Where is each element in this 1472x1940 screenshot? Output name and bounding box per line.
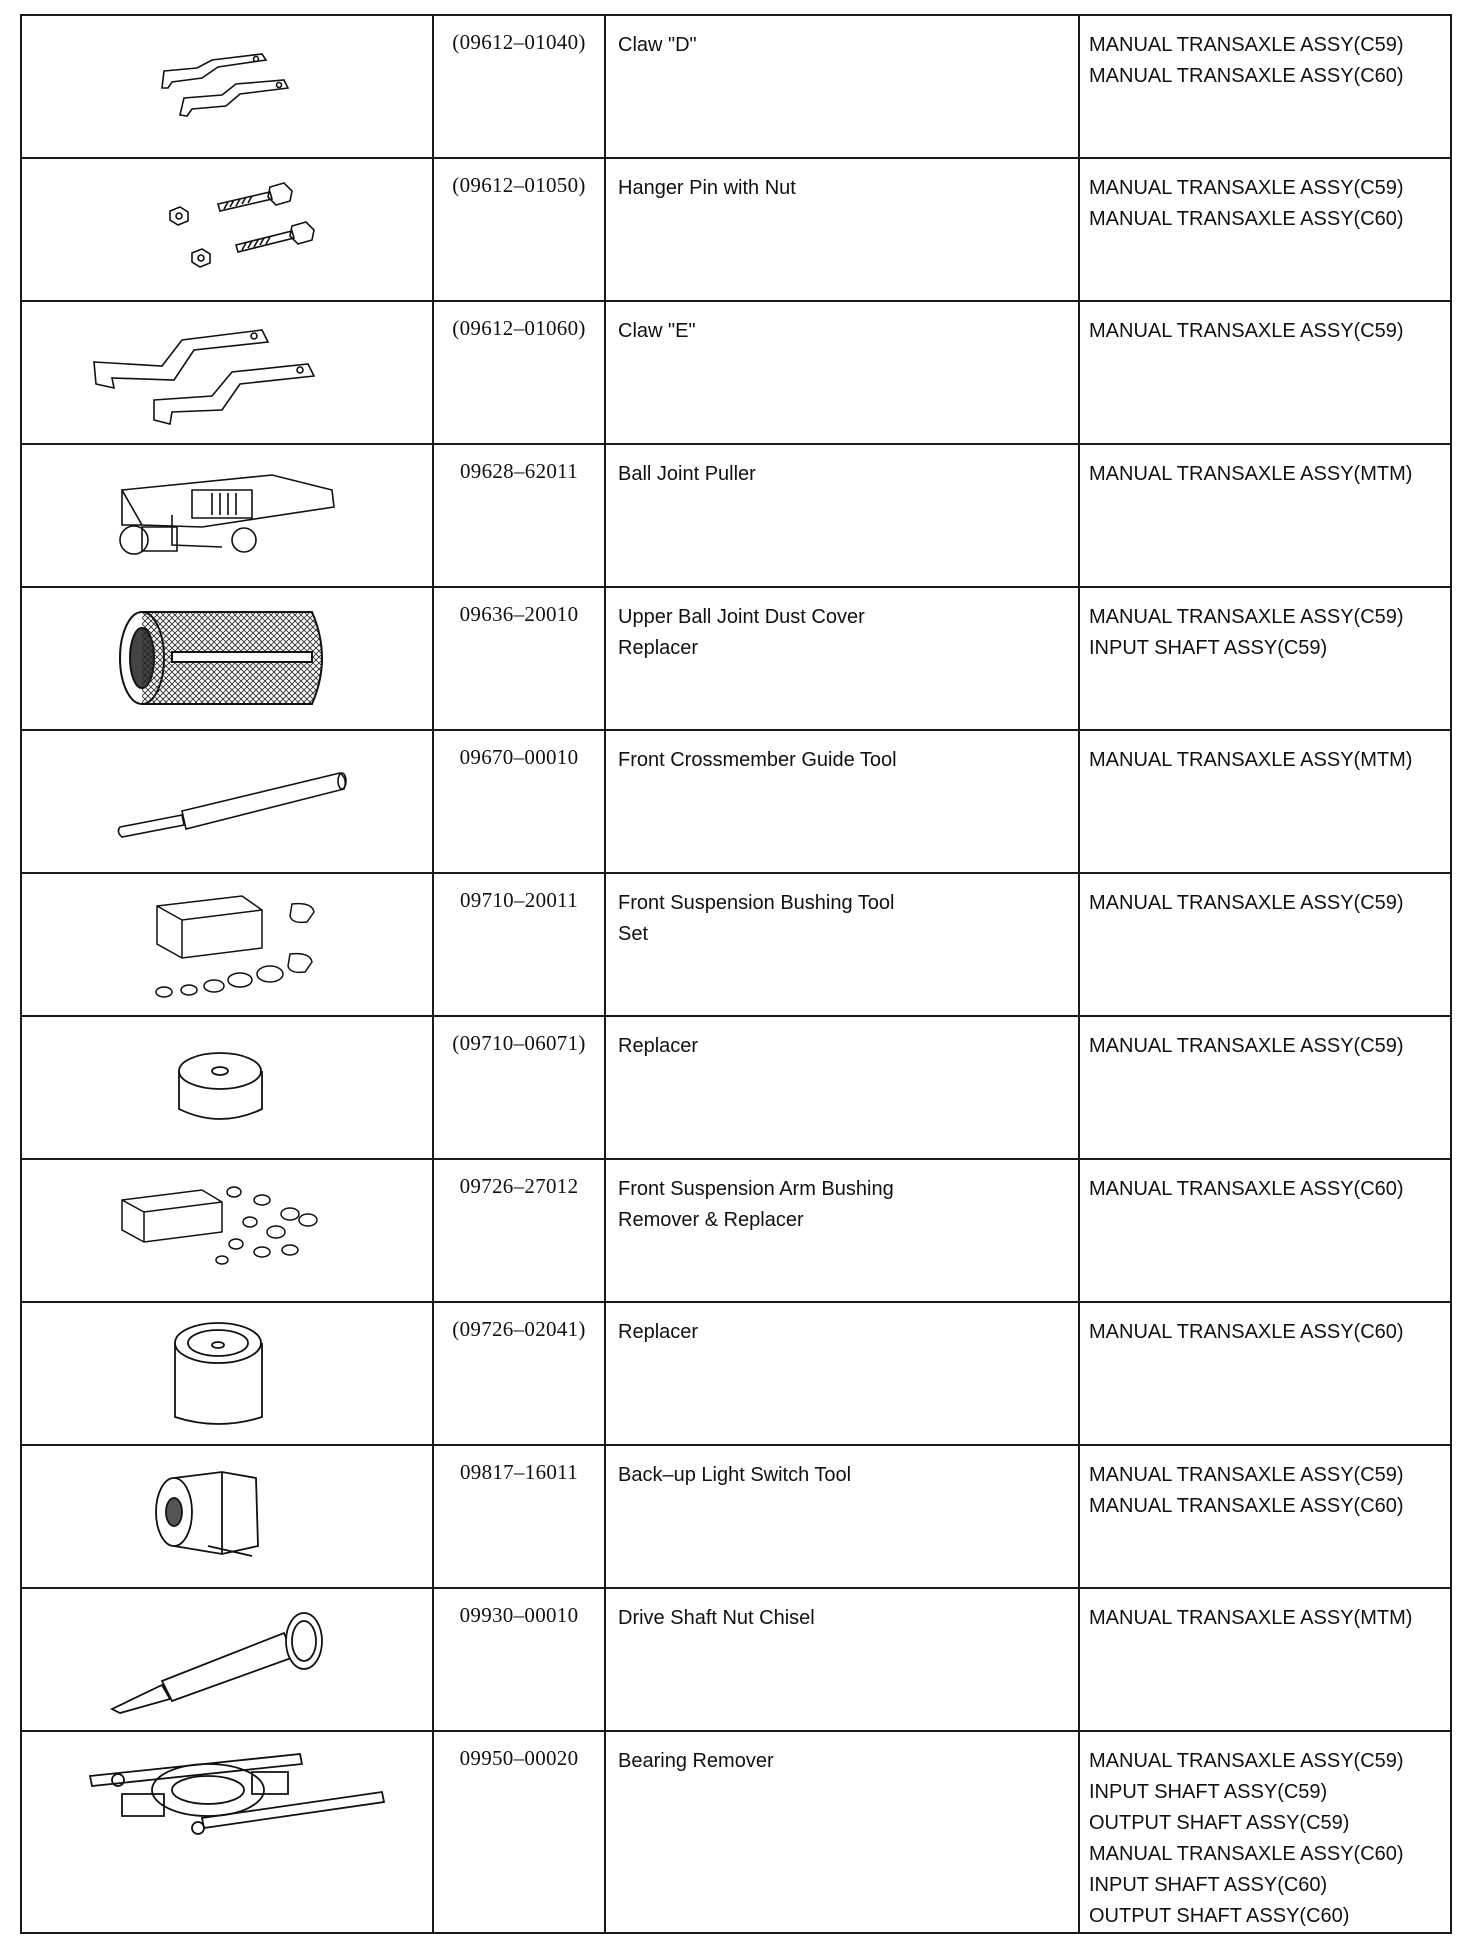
part-number: (09612–01050) bbox=[433, 158, 605, 301]
used-in-line: MANUAL TRANSAXLE ASSY(C59) bbox=[1089, 34, 1404, 56]
tool-illustration-cell bbox=[21, 301, 433, 444]
tool-name bbox=[605, 444, 1079, 587]
used-in-line: OUTPUT SHAFT ASSY(C59) bbox=[1089, 1812, 1350, 1834]
part-number: 09950–00020 bbox=[433, 1731, 605, 1933]
arm-bushing-set-icon bbox=[22, 1160, 432, 1301]
hanger-pin-icon bbox=[22, 159, 432, 300]
used-in-line: MANUAL TRANSAXLE ASSY(C60) bbox=[1089, 65, 1404, 87]
claw-d-icon bbox=[22, 16, 432, 157]
tool-illustration-cell bbox=[21, 1731, 433, 1933]
tool-illustration-cell bbox=[21, 15, 433, 158]
part-number: 09636–20010 bbox=[433, 587, 605, 730]
tool-name bbox=[605, 1016, 1079, 1159]
table-row bbox=[21, 158, 1451, 301]
tool-name-line: Back–up Light Switch Tool bbox=[618, 1464, 852, 1486]
replacer-disc-icon bbox=[22, 1017, 432, 1158]
used-in bbox=[1079, 1445, 1451, 1588]
part-number: (09726–02041) bbox=[433, 1302, 605, 1445]
table-row bbox=[21, 873, 1451, 1016]
used-in-line: MANUAL TRANSAXLE ASSY(C60) bbox=[1089, 1843, 1404, 1865]
tool-name bbox=[605, 587, 1079, 730]
tool-name bbox=[605, 1159, 1079, 1302]
tool-name bbox=[605, 15, 1079, 158]
table-row bbox=[21, 1302, 1451, 1445]
tool-name bbox=[605, 730, 1079, 873]
tool-name bbox=[605, 158, 1079, 301]
used-in bbox=[1079, 587, 1451, 730]
part-number: 09726–27012 bbox=[433, 1159, 605, 1302]
tool-name-line: Remover & Replacer bbox=[618, 1209, 804, 1231]
tool-name-line: Replacer bbox=[618, 637, 699, 659]
guide-tool-icon bbox=[22, 731, 432, 872]
tool-name-line: Hanger Pin with Nut bbox=[618, 177, 796, 199]
tool-illustration-cell bbox=[21, 1159, 433, 1302]
tool-name-line: Drive Shaft Nut Chisel bbox=[618, 1607, 815, 1629]
used-in-line: INPUT SHAFT ASSY(C59) bbox=[1089, 1781, 1328, 1803]
used-in-line: MANUAL TRANSAXLE ASSY(C60) bbox=[1089, 1495, 1404, 1517]
table-row bbox=[21, 15, 1451, 158]
tool-name-line: Upper Ball Joint Dust Cover bbox=[618, 606, 865, 628]
used-in-line: MANUAL TRANSAXLE ASSY(MTM) bbox=[1089, 463, 1413, 485]
part-number: 09710–20011 bbox=[433, 873, 605, 1016]
used-in-line: MANUAL TRANSAXLE ASSY(C59) bbox=[1089, 606, 1404, 628]
tool-illustration-cell bbox=[21, 444, 433, 587]
used-in bbox=[1079, 1588, 1451, 1731]
part-number: 09628–62011 bbox=[433, 444, 605, 587]
table-row bbox=[21, 1445, 1451, 1588]
used-in-line: INPUT SHAFT ASSY(C60) bbox=[1089, 1874, 1328, 1896]
special-service-tools-table bbox=[20, 14, 1452, 1934]
part-number: (09612–01060) bbox=[433, 301, 605, 444]
used-in-line: MANUAL TRANSAXLE ASSY(C59) bbox=[1089, 177, 1404, 199]
tool-name-line: Claw "D" bbox=[618, 34, 697, 56]
tool-name bbox=[605, 301, 1079, 444]
used-in-line: MANUAL TRANSAXLE ASSY(MTM) bbox=[1089, 749, 1413, 771]
claw-e-icon bbox=[22, 302, 432, 443]
tool-name-line: Bearing Remover bbox=[618, 1750, 774, 1772]
used-in bbox=[1079, 15, 1451, 158]
part-number: 09817–16011 bbox=[433, 1445, 605, 1588]
bushing-tool-set-icon bbox=[22, 874, 432, 1015]
used-in bbox=[1079, 158, 1451, 301]
ball-joint-puller-icon bbox=[22, 445, 432, 586]
switch-tool-icon bbox=[22, 1446, 432, 1587]
used-in-line: MANUAL TRANSAXLE ASSY(C60) bbox=[1089, 1321, 1404, 1343]
tool-illustration-cell bbox=[21, 1588, 433, 1731]
tool-name bbox=[605, 1731, 1079, 1933]
tool-name bbox=[605, 1445, 1079, 1588]
tool-name bbox=[605, 1302, 1079, 1445]
tool-illustration-cell bbox=[21, 587, 433, 730]
dust-cover-replacer-icon bbox=[22, 588, 432, 729]
table-row bbox=[21, 587, 1451, 730]
table-row bbox=[21, 1016, 1451, 1159]
used-in-line: MANUAL TRANSAXLE ASSY(C59) bbox=[1089, 1464, 1404, 1486]
tool-name-line: Claw "E" bbox=[618, 320, 696, 342]
nut-chisel-icon bbox=[22, 1589, 432, 1730]
tool-illustration-cell bbox=[21, 1302, 433, 1445]
used-in bbox=[1079, 1731, 1451, 1933]
table-row bbox=[21, 1588, 1451, 1731]
tool-illustration-cell bbox=[21, 873, 433, 1016]
tool-name-line: Front Suspension Bushing Tool bbox=[618, 892, 895, 914]
part-number: 09670–00010 bbox=[433, 730, 605, 873]
used-in bbox=[1079, 1159, 1451, 1302]
tool-name-line: Replacer bbox=[618, 1321, 699, 1343]
used-in bbox=[1079, 1302, 1451, 1445]
used-in-line: MANUAL TRANSAXLE ASSY(C59) bbox=[1089, 320, 1404, 342]
used-in-line: MANUAL TRANSAXLE ASSY(C59) bbox=[1089, 892, 1404, 914]
table-row bbox=[21, 730, 1451, 873]
table-row bbox=[21, 301, 1451, 444]
used-in-line: MANUAL TRANSAXLE ASSY(C59) bbox=[1089, 1035, 1404, 1057]
part-number: 09930–00010 bbox=[433, 1588, 605, 1731]
used-in-line: MANUAL TRANSAXLE ASSY(C59) bbox=[1089, 1750, 1404, 1772]
used-in-line: MANUAL TRANSAXLE ASSY(MTM) bbox=[1089, 1607, 1413, 1629]
used-in bbox=[1079, 1016, 1451, 1159]
used-in bbox=[1079, 301, 1451, 444]
used-in-line: OUTPUT SHAFT ASSY(C60) bbox=[1089, 1905, 1350, 1927]
tool-illustration-cell bbox=[21, 730, 433, 873]
tool-name-line: Set bbox=[618, 923, 649, 945]
table-row bbox=[21, 1159, 1451, 1302]
tool-illustration-cell bbox=[21, 1445, 433, 1588]
part-number: (09612–01040) bbox=[433, 15, 605, 158]
tool-illustration-cell bbox=[21, 1016, 433, 1159]
used-in-line: MANUAL TRANSAXLE ASSY(C60) bbox=[1089, 208, 1404, 230]
tool-name-line: Front Suspension Arm Bushing bbox=[618, 1178, 894, 1200]
replacer-cup-icon bbox=[22, 1303, 432, 1444]
used-in bbox=[1079, 444, 1451, 587]
tool-name-line: Ball Joint Puller bbox=[618, 463, 756, 485]
used-in bbox=[1079, 873, 1451, 1016]
tool-name bbox=[605, 1588, 1079, 1731]
used-in-line: INPUT SHAFT ASSY(C59) bbox=[1089, 637, 1328, 659]
tool-name-line: Front Crossmember Guide Tool bbox=[618, 749, 897, 771]
used-in-line: MANUAL TRANSAXLE ASSY(C60) bbox=[1089, 1178, 1404, 1200]
table-row bbox=[21, 1731, 1451, 1933]
used-in bbox=[1079, 730, 1451, 873]
part-number: (09710–06071) bbox=[433, 1016, 605, 1159]
tool-name bbox=[605, 873, 1079, 1016]
tool-name-line: Replacer bbox=[618, 1035, 699, 1057]
table-row bbox=[21, 444, 1451, 587]
bearing-remover-icon bbox=[22, 1732, 432, 1873]
tool-illustration-cell bbox=[21, 158, 433, 301]
